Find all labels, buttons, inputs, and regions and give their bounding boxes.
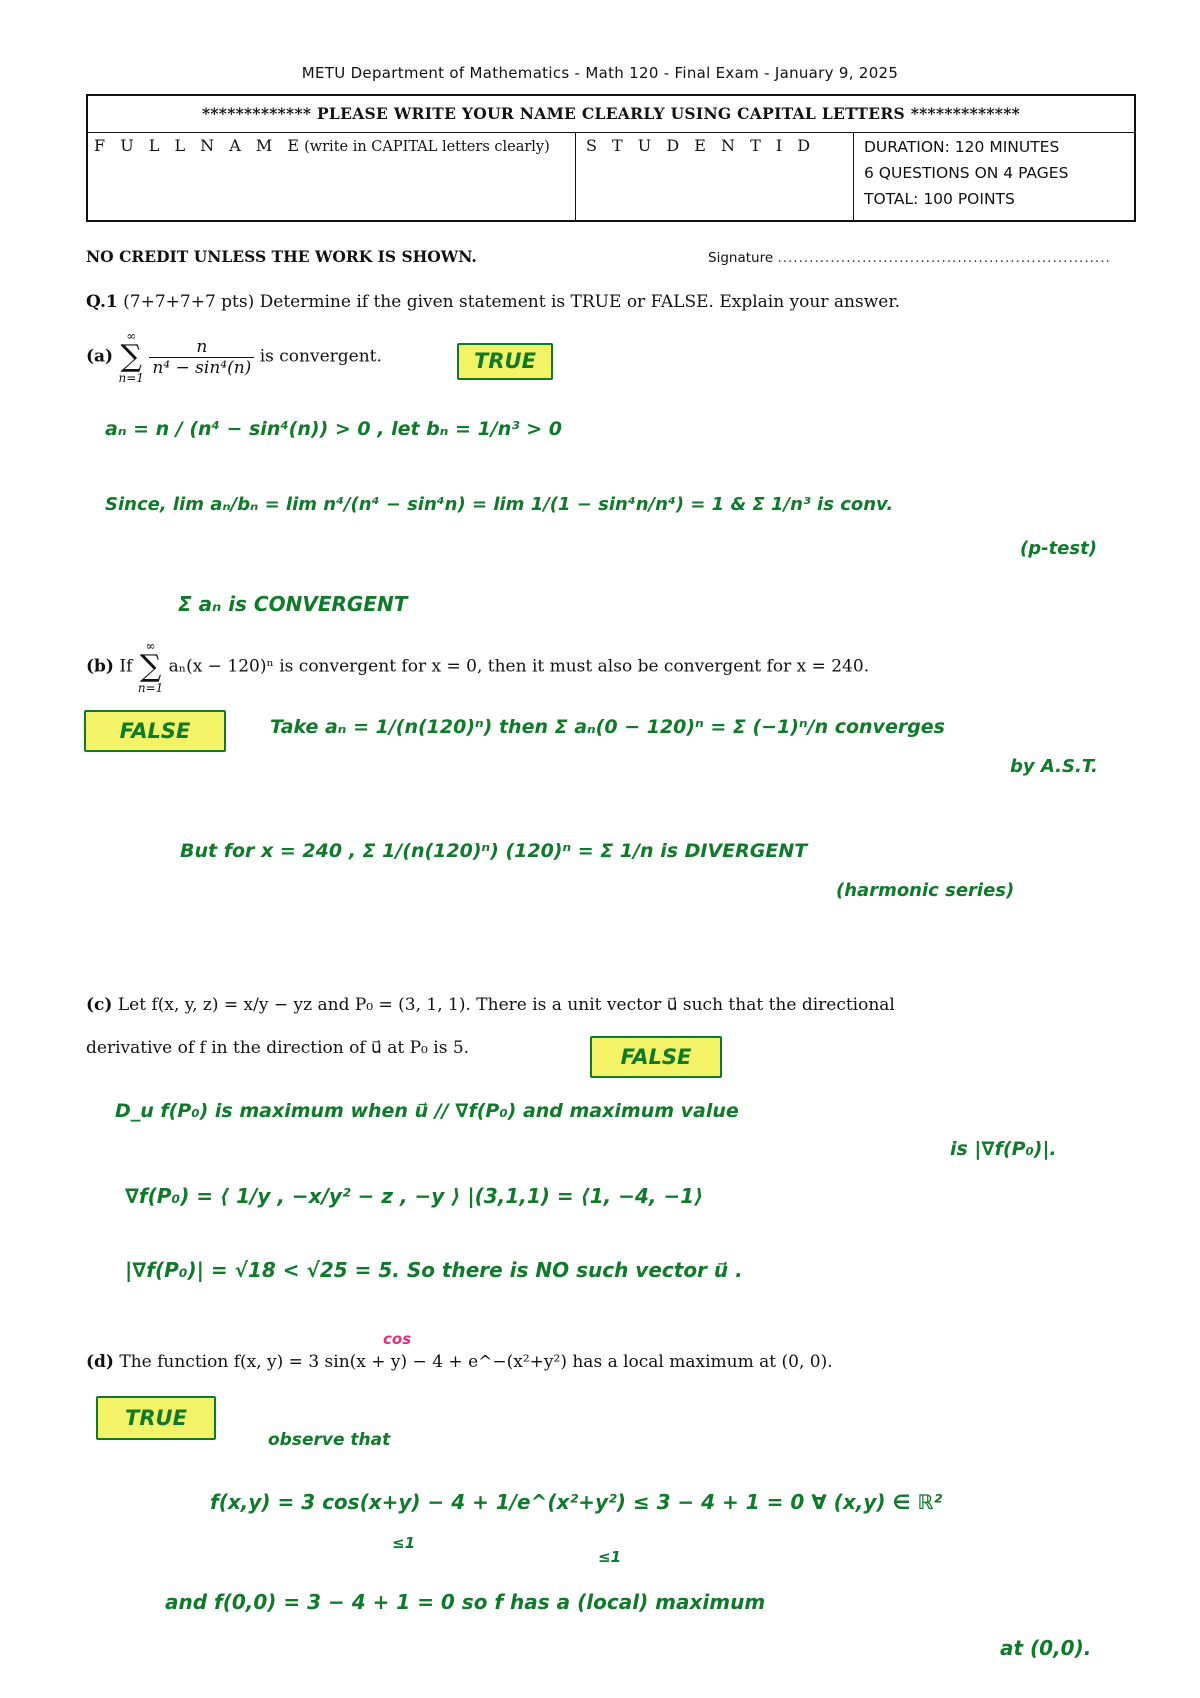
part-d-work-4: ≤1: [598, 1548, 622, 1566]
duration-text: DURATION: 120 MINUTES: [864, 138, 1060, 156]
part-b-work-2: by A.S.T.: [1010, 756, 1098, 777]
questions-text: 6 QUESTIONS ON 4 PAGES: [864, 164, 1069, 182]
part-a-fraction: $\frac{n}{\text{n⁴ − sin⁴(n)}}$: [149, 337, 254, 378]
part-c-answer: FALSE: [590, 1036, 722, 1078]
part-c-work-3: ∇f(P₀) = ⟨ 1/y , −x/y² − z , −y ⟩ |(3,1,1) = ⟨1, −4, −1⟩: [125, 1184, 704, 1208]
part-b-text: aₙ(x − 120)ⁿ is convergent for x = 0, then it must also be convergent for x = 240.: [168, 656, 870, 677]
part-a-work-1: aₙ = n / (n⁴ − sin⁴(n)) > 0 , let bₙ = 1/n³ > 0: [105, 418, 562, 440]
part-c-work-1: D_u f(P₀) is maximum when u⃗ // ∇f(P₀) and maximum value: [115, 1100, 739, 1122]
exam-info-cell: [854, 132, 1134, 220]
q1-points: (7+7+7+7 pts): [123, 292, 255, 312]
part-a-text: is convergent.: [259, 346, 382, 367]
info-box: [86, 94, 1136, 222]
name-banner: ************* PLEASE WRITE YOUR NAME CLEARLY USING CAPITAL LETTERS *************: [88, 96, 1134, 133]
q1-prompt: Determine if the given statement is TRUE or FALSE. Explain your answer.: [259, 292, 900, 312]
part-a-answer: TRUE: [457, 343, 553, 380]
student-id-label: S T U D E N T I D: [586, 136, 816, 155]
part-b-answer: FALSE: [84, 710, 226, 752]
student-id-cell[interactable]: [576, 132, 854, 220]
sum-symbol: ∞ ∑ n=1: [118, 329, 144, 385]
part-b-work-1: Take aₙ = 1/(n(120)ⁿ) then Σ aₙ(0 − 120)ⁿ = Σ (−1)ⁿ/n converges: [270, 716, 945, 738]
part-a-work-4: Σ aₙ is CONVERGENT: [178, 592, 408, 616]
part-b-statement: [86, 640, 869, 694]
full-name-cell[interactable]: [88, 132, 576, 220]
full-name-label: F U L L N A M E: [94, 136, 305, 155]
part-c-work-4: |∇f(P₀)| = √18 < √25 = 5. So there is NO such vector u⃗ .: [125, 1258, 743, 1282]
total-text: TOTAL: 100 POINTS: [864, 190, 1015, 208]
course-header: METU Department of Mathematics - Math 120 - Final Exam - January 9, 2025: [301, 64, 899, 82]
signature-line[interactable]: [708, 250, 1111, 266]
part-b-work-4: (harmonic series): [836, 880, 1015, 901]
part-d-statement: [86, 1352, 833, 1372]
part-d-label: (d): [86, 1352, 114, 1372]
part-c-label: (c): [86, 995, 113, 1015]
part-d-text: The function f(x, y) = 3 sin(x + y) − 4 + e^−(x²+y²) has a local maximum at (0, 0).: [119, 1352, 833, 1372]
part-a-work-3: (p-test): [1020, 538, 1097, 559]
q1-title: Q.1: [86, 292, 118, 312]
signature-label: Signature: [708, 250, 774, 266]
part-d-correction: cos: [383, 1330, 412, 1348]
part-d-work-1: observe that: [268, 1430, 391, 1450]
q1-heading: [86, 292, 900, 312]
part-d-work-2: f(x,y) = 3 cos(x+y) − 4 + 1/e^(x²+y²) ≤ 3 − 4 + 1 = 0 ∀ (x,y) ∈ ℝ²: [210, 1490, 943, 1514]
part-d-answer: TRUE: [96, 1396, 216, 1440]
part-a-statement: [86, 330, 382, 384]
part-b-work-3: But for x = 240 , Σ 1/(n(120)ⁿ) (120)ⁿ = Σ 1/n is DIVERGENT: [180, 840, 808, 862]
part-b-if: If: [119, 656, 133, 677]
part-c-work-2: is |∇f(P₀)|.: [950, 1138, 1057, 1160]
part-a-label: (a): [86, 346, 114, 367]
full-name-hint: (write in CAPITAL letters clearly): [304, 139, 550, 155]
no-credit-notice: NO CREDIT UNLESS THE WORK IS SHOWN.: [86, 247, 477, 266]
sum-symbol: ∞ ∑ n=1: [137, 639, 164, 695]
part-c-text-1: Let f(x, y, z) = x/y − yz and P₀ = (3, 1, 1). There is a unit vector u⃗ such that the directional: [117, 995, 895, 1015]
part-a-work-2: Since, lim aₙ/bₙ = lim n⁴/(n⁴ − sin⁴n) = lim 1/(1 − sin⁴n/n⁴) = 1 & Σ 1/n³ is conv.: [105, 494, 894, 515]
part-d-work-6: at (0,0).: [1000, 1636, 1092, 1660]
part-d-work-3: ≤1: [392, 1534, 416, 1552]
part-c-statement-2: derivative of f in the direction of u⃗ at P₀ is 5.: [86, 1038, 470, 1058]
part-d-work-5: and f(0,0) = 3 − 4 + 1 = 0 so f has a (local) maximum: [165, 1590, 766, 1614]
part-c-statement: [86, 995, 1136, 1015]
signature-dots: ...............................................................: [777, 250, 1111, 266]
part-b-label: (b): [86, 656, 114, 677]
